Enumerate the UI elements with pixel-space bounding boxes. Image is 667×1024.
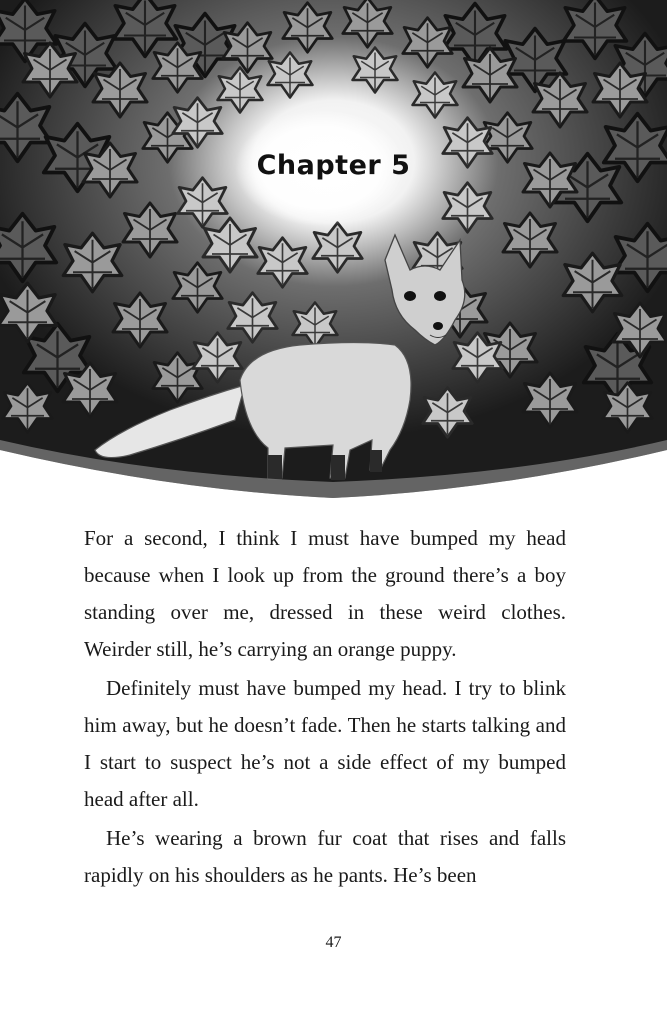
paragraph: Definitely must have bumped my head. I try to blink him away, but he doesn’t fade. Then he starts talking and I start to suspect he’s not a side effect of my bumped head after all. [84,676,566,811]
paragraph: He’s wearing a brown fur coat that rises and falls rapidly on his shoulders as he pants. He’s been [84,826,566,887]
page-number: 47 [325,934,342,951]
chapter-illustration [0,0,667,505]
foliage-scene [0,0,667,505]
paragraph: For a second, I think I must have bumped my head because when I look up from the ground there’s a boy standing over me, dressed in these weird clothes. Weirder still, he’s carrying an orange puppy. [84,526,566,661]
body-text [84,520,566,894]
chapter-title: Chapter 5 [256,150,411,181]
